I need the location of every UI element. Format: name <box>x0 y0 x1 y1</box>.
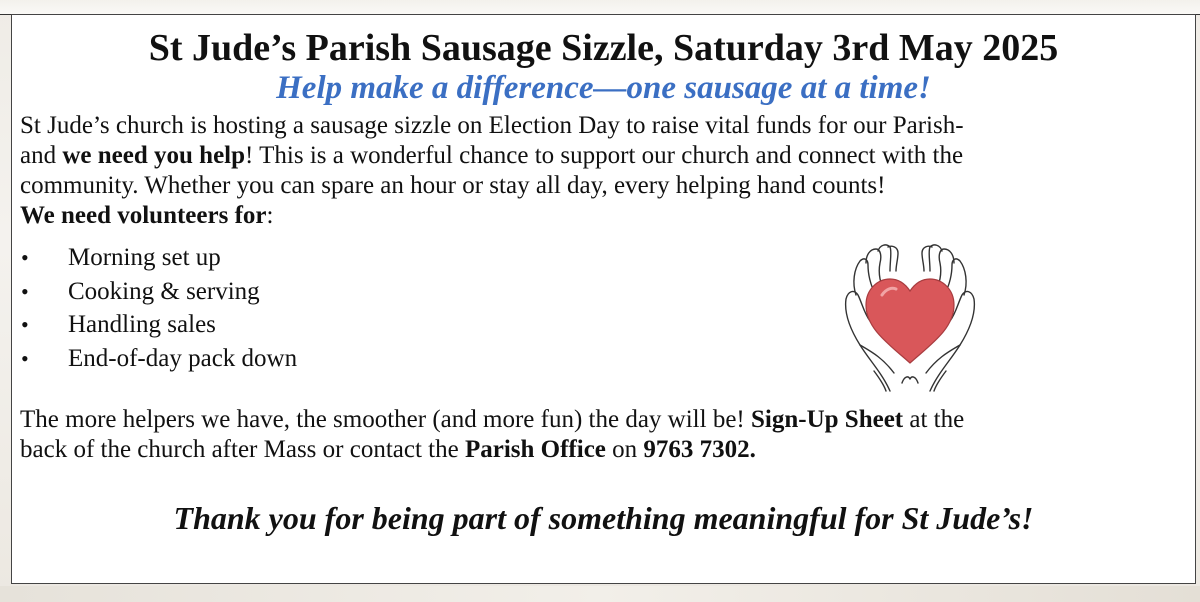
parish-office-text: Parish Office <box>464 436 606 463</box>
task-label: Morning set up <box>68 244 221 271</box>
intro-line-2-start: and <box>20 142 63 169</box>
phone-number: 9763 7302. <box>643 436 756 463</box>
bullet-icon: • <box>21 245 29 270</box>
closing-line-1-end: at the <box>903 406 965 433</box>
closing-line-1-start: The more helpers we have, the smoother (and more fun) the day will be! <box>20 406 751 433</box>
task-label: Cooking & serving <box>68 277 260 305</box>
page-top-edge <box>0 0 1200 15</box>
list-item <box>20 275 297 309</box>
parish-notice <box>11 14 1196 584</box>
closing-paragraph <box>20 405 1185 465</box>
thank-you-message: Thank you for being part of something meaningful for St Jude’s! <box>173 500 1034 536</box>
intro-line-2 <box>20 141 1185 171</box>
intro-line-2-end: ! This is a wonderful chance to support our church and connect with the <box>245 142 964 169</box>
list-item <box>20 342 297 376</box>
hands-holding-heart-icon <box>830 233 990 393</box>
volunteers-heading-text: We need volunteers for <box>20 202 267 229</box>
closing-line-2-start: back of the church after Mass or contact the <box>20 436 465 463</box>
list-item <box>20 241 297 275</box>
intro-line-1: St Jude’s church is hosting a sausage sizzle on Election Day to raise vital funds for our Parish- <box>20 112 964 139</box>
volunteers-heading <box>20 201 1185 231</box>
closing-line-2-mid: on <box>605 436 644 463</box>
sign-up-sheet-text: Sign-Up Sheet <box>751 406 904 433</box>
bullet-icon: • <box>21 345 29 371</box>
notice-tagline: Help make a difference—one sausage at a time! <box>276 70 931 106</box>
intro-line-3: community. Whether you can spare an hour or stay all day, every helping hand counts! <box>20 172 886 199</box>
volunteers-heading-colon: : <box>266 202 274 229</box>
bullet-icon: • <box>21 312 29 337</box>
intro-paragraph <box>20 111 1185 231</box>
bullet-icon: • <box>21 278 29 304</box>
need-you-help-text: we need you help <box>62 142 246 169</box>
volunteer-task-list <box>20 241 297 375</box>
task-label: End-of-day pack down <box>68 344 298 372</box>
task-label: Handling sales <box>68 311 216 338</box>
closing-line-1 <box>20 405 1185 435</box>
notice-title: St Jude’s Parish Sausage Sizzle, Saturday 3rd May 2025 <box>148 27 1059 69</box>
list-item <box>20 308 297 342</box>
page-bottom-edge <box>0 586 1200 602</box>
closing-line-2 <box>20 435 1185 465</box>
